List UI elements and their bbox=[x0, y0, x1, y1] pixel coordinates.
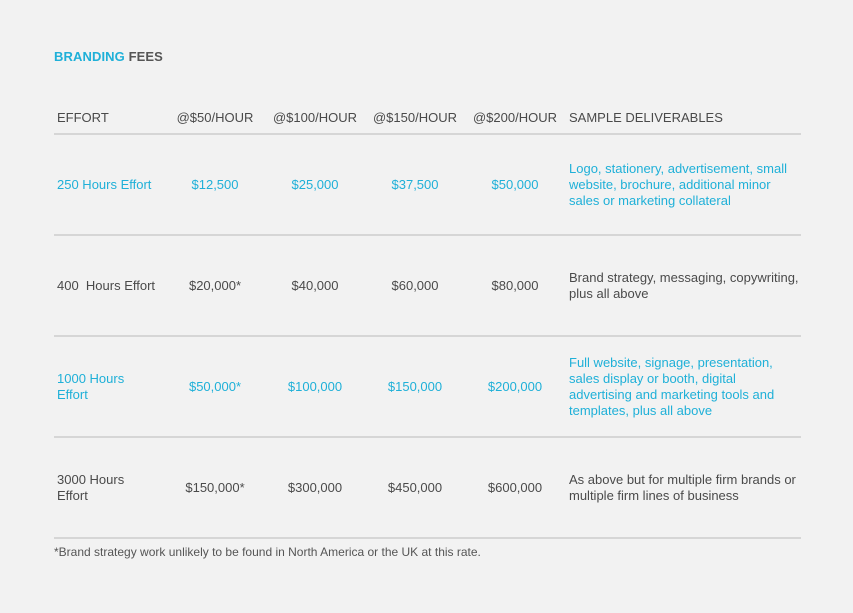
fee-200-cell: $200,000 bbox=[465, 336, 565, 437]
fee-100-cell: $100,000 bbox=[265, 336, 365, 437]
effort-cell: 250 Hours Effort bbox=[54, 134, 165, 235]
fee-100-cell: $25,000 bbox=[265, 134, 365, 235]
fee-150-cell: $150,000 bbox=[365, 336, 465, 437]
effort-cell: 1000 Hours Effort bbox=[54, 336, 165, 437]
title-rest: FEES bbox=[124, 49, 163, 64]
header-deliverables: SAMPLE DELIVERABLES bbox=[565, 101, 801, 134]
fee-50-cell: $20,000* bbox=[165, 235, 265, 336]
fee-50-cell: $12,500 bbox=[165, 134, 265, 235]
fee-150-cell: $37,500 bbox=[365, 134, 465, 235]
fee-200-cell: $50,000 bbox=[465, 134, 565, 235]
table-row bbox=[54, 437, 801, 538]
fee-200-cell: $80,000 bbox=[465, 235, 565, 336]
page-title bbox=[54, 49, 163, 64]
deliverables-cell: Full website, signage, presentation, sales display or booth, digital advertising and marketing tools and templates, plus all above bbox=[565, 336, 801, 437]
table-row bbox=[54, 336, 801, 437]
fee-100-cell: $40,000 bbox=[265, 235, 365, 336]
header-rate-50: @$50/HOUR bbox=[165, 101, 265, 134]
deliverables-cell: As above but for multiple firm brands or multiple firm lines of business bbox=[565, 437, 801, 538]
title-accent: BRANDING bbox=[54, 49, 125, 64]
header-rate-150: @$150/HOUR bbox=[365, 101, 465, 134]
table-row bbox=[54, 134, 801, 235]
fee-100-cell: $300,000 bbox=[265, 437, 365, 538]
effort-cell: 3000 Hours Effort bbox=[54, 437, 165, 538]
table-row bbox=[54, 235, 801, 336]
fee-50-cell: $50,000* bbox=[165, 336, 265, 437]
fee-150-cell: $450,000 bbox=[365, 437, 465, 538]
header-rate-100: @$100/HOUR bbox=[265, 101, 365, 134]
header-effort: EFFORT bbox=[54, 101, 165, 134]
fee-200-cell: $600,000 bbox=[465, 437, 565, 538]
effort-cell: 400 Hours Effort bbox=[54, 235, 165, 336]
footnote: *Brand strategy work unlikely to be found in North America or the UK at this rate. bbox=[54, 545, 481, 559]
fee-150-cell: $60,000 bbox=[365, 235, 465, 336]
deliverables-cell: Brand strategy, messaging, copywriting, plus all above bbox=[565, 235, 801, 336]
fee-50-cell: $150,000* bbox=[165, 437, 265, 538]
fees-table bbox=[54, 101, 801, 539]
table-header-row bbox=[54, 101, 801, 134]
deliverables-cell: Logo, stationery, advertisement, small website, brochure, additional minor sales or marketing collateral bbox=[565, 134, 801, 235]
header-rate-200: @$200/HOUR bbox=[465, 101, 565, 134]
